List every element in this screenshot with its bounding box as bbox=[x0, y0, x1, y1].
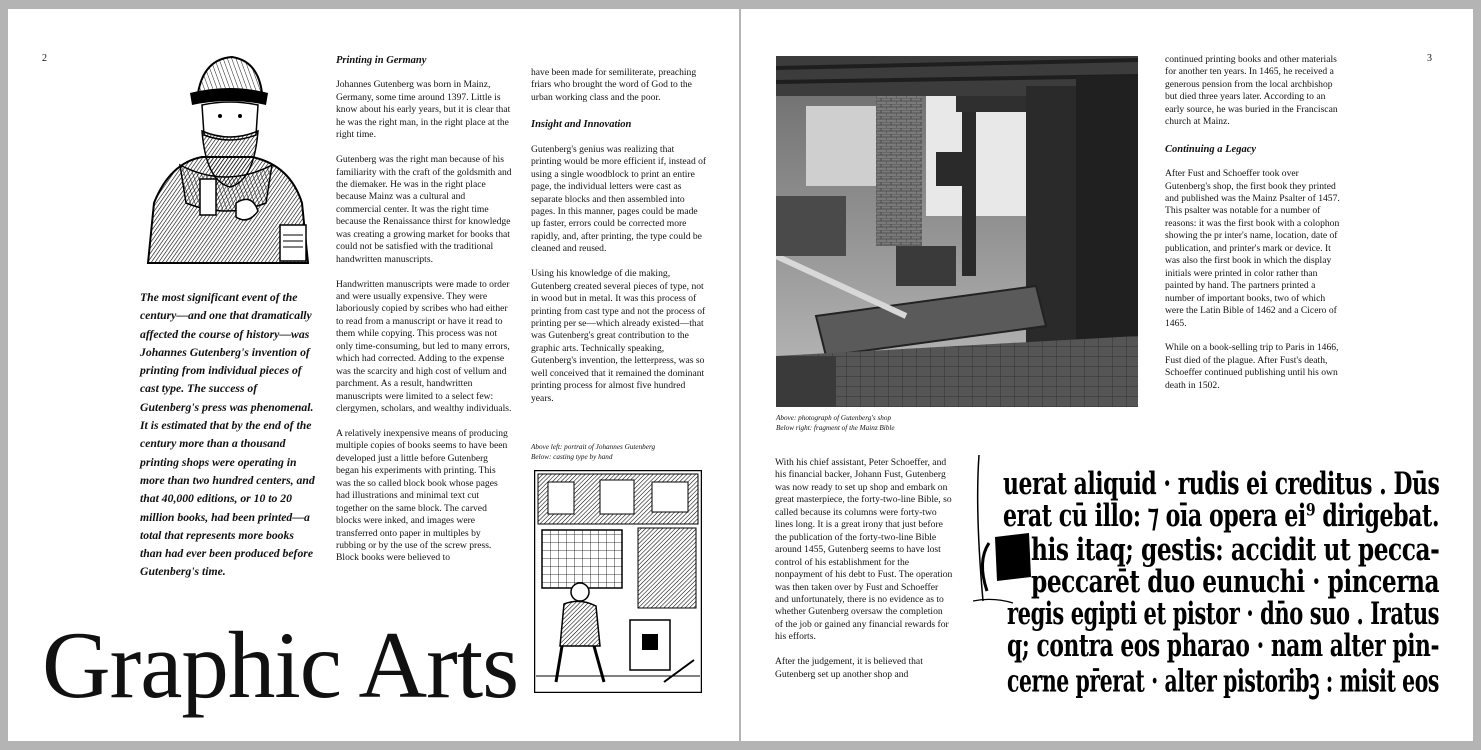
caption-photo bbox=[776, 414, 976, 433]
bible-line: regis egipti et pistor · dn̄o suo . Iratus bbox=[1007, 595, 1440, 632]
pull-quote: The most significant event of the century—and one that dramatically affected the course of history—was Johannes Gutenberg's invention of printing from individual pieces of cast type. The success of Gutenberg's press was phenomenal. It is estimated that by the end of the century more than a thousand printing shops were operating in more than two hundred centers, and that 40,000 editions, or 10 to 20 million books, had been printed—a total that represents more books than had ever been produced before Gutenberg's time. bbox=[140, 291, 315, 579]
title-graphic-arts: Graphic Arts bbox=[42, 612, 519, 718]
bible-line: uerat aliquid · rudis ei creditus . Dūs bbox=[1003, 465, 1440, 502]
caption-line: Above: photograph of Gutenberg's shop bbox=[776, 414, 892, 422]
paragraph: Johannes Gutenberg was born in Mainz, Germany, some time around 1397. Little is know about his early years, but it is clear that he was the right man, in the right place at the right time. bbox=[336, 79, 511, 141]
heading-insight-and-innovation: Insight and Innovation bbox=[531, 119, 632, 131]
bible-line: erat cū illo: ⁊ oīa opera ei⁹ dirigebat. bbox=[1003, 497, 1440, 534]
gutenberg-portrait-engraving bbox=[140, 53, 312, 267]
bible-line: q; contra eos pharao · nam alter pin- bbox=[1007, 627, 1440, 664]
bible-line: peccarēt duo eunuchi · pincerna bbox=[1031, 563, 1440, 600]
column-schoeffer-fust bbox=[775, 457, 953, 693]
caption-line: Below right: fragment of the Mainz Bible bbox=[776, 423, 895, 432]
paragraph: Gutenberg was the right man because of his familiarity with the craft of the goldsmith and the diemaker. He was in the right place because Mainz was a cultural and commercial center. It was the right time because the Renaissance thirst for knowledge was creating a growing market for books that could not be satisfied with the traditional handwritten manuscripts. bbox=[336, 154, 512, 265]
column-insight-and-innovation bbox=[531, 67, 707, 418]
paragraph: continued printing books and other materials for another ten years. In 1465, he received a generous pension from the local archbishop but died three years later. According to an early source, he was buried in the Franciscan church at Mainz. bbox=[1165, 54, 1338, 128]
column-continuing-a-legacy bbox=[1165, 54, 1341, 405]
paragraph: Using his knowledge of die making, Gutenberg created several pieces of type, not in wood but in metal. It was this process of printing from cast type and not the process of printing per se—which already existed—that was Gutenberg's great contribution to the graphic arts. Technically speaking, Gutenberg's invention, the letterpress, was so well conceived that it remained the dominant printing process for almost five hundred years. bbox=[531, 268, 706, 404]
paragraph: After the judgement, it is believed that Gutenberg set up another shop and bbox=[775, 656, 923, 680]
left-page bbox=[8, 9, 739, 741]
type-casting-woodcut bbox=[534, 470, 702, 693]
right-page bbox=[741, 9, 1473, 741]
paragraph: With his chief assistant, Peter Schoeffer, and his financial backer, Johann Fust, Gutenberg was now ready to set up shop and embark on great masterpiece, the forty-two-line Bible, so called because its columns were forty-two lines long. It is a great irony that just before the publication of the forty-two-line Bible around 1455, Gutenberg seems to have lost control of his establishment for the nonpayment of his debt to Fust. The operation was then taken over by Fust and Schoeffer and unfortunately, there is no evidence as to whether Gutenberg oversaw the completion of the job or gained any financial rewards for his efforts. bbox=[775, 457, 953, 643]
paragraph: Handwritten manuscripts were made to order and were usually expensive. They were laboriously copied by scribes who had either to read from a manuscript or have it read to them while copying. This process was not only time-consuming, but led to many errors, which had corrected. Adding to the expense was the scarcity and high cost of vellum and parchment. As a result, handwritten manuscripts were limited to a select few: clergymen, scholars, and wealthy individuals. bbox=[336, 278, 512, 415]
paragraph: Gutenberg's genius was realizing that printing would be more efficient if, instead of using a single woodblock to print an entire page, the individual letters were cast as separate blocks and then assembled into pages. In this manner, pages could be made up faster, errors could be corrected more rapidly, and, after printing, the type could be cleaned and reused. bbox=[531, 143, 707, 255]
mainz-bible-fragment bbox=[973, 451, 1443, 697]
paragraph: A relatively inexpensive means of producing multiple copies of books seems to have been developed just a little before Gutenberg began his experiments with printing. This was the so called block book whose pages had illustrations and minimal text cut together on the same block. The carved blocks were inked, and images were transferred onto paper in multiples by rubbing or by the use of the screw press. Block books were believed to bbox=[336, 427, 508, 564]
caption-line: Above left: portrait of Johannes Gutenberg bbox=[531, 443, 656, 451]
column-printing-in-germany bbox=[336, 54, 512, 577]
page-number-left: 2 bbox=[42, 53, 47, 64]
bible-line: cerne pr̄erat · alter pistoribꝫ : misit eos bbox=[1007, 662, 1439, 699]
paragraph: While on a book-selling trip to Paris in 1466, Fust died of the plague. After Fust's death, Schoeffer continued publishing until his own death in 1502. bbox=[1165, 342, 1339, 391]
paragraph: After Fust and Schoeffer took over Gutenberg's shop, the first book they printed and published was the Mainz Psalter of 1457. This psalter was notable for a number of reasons: it was the first book with a colophon showing the pr inter's name, location, date of publication, and printer's mark or device. It was also the first book in which the display initials were printed in color rather than painted by hand. The partners printed a number of important books, two of which were the Latin Bible of 1462 and a Cicero of 1465. bbox=[1165, 168, 1340, 329]
page-number-right: 3 bbox=[1427, 53, 1432, 64]
heading-continuing-a-legacy: Continuing a Legacy bbox=[1165, 143, 1257, 155]
heading-printing-in-germany: Printing in Germany bbox=[336, 55, 427, 66]
caption-line: Below: casting type by hand bbox=[531, 452, 613, 461]
paragraph: have been made for semiliterate, preaching friars who brought the word of God to the urban working class and the poor. bbox=[531, 67, 697, 103]
caption-left bbox=[531, 443, 709, 462]
print-shop-photograph bbox=[776, 56, 1138, 407]
bible-line: his itaq; gestis: accidit ut pecca- bbox=[1031, 531, 1440, 568]
